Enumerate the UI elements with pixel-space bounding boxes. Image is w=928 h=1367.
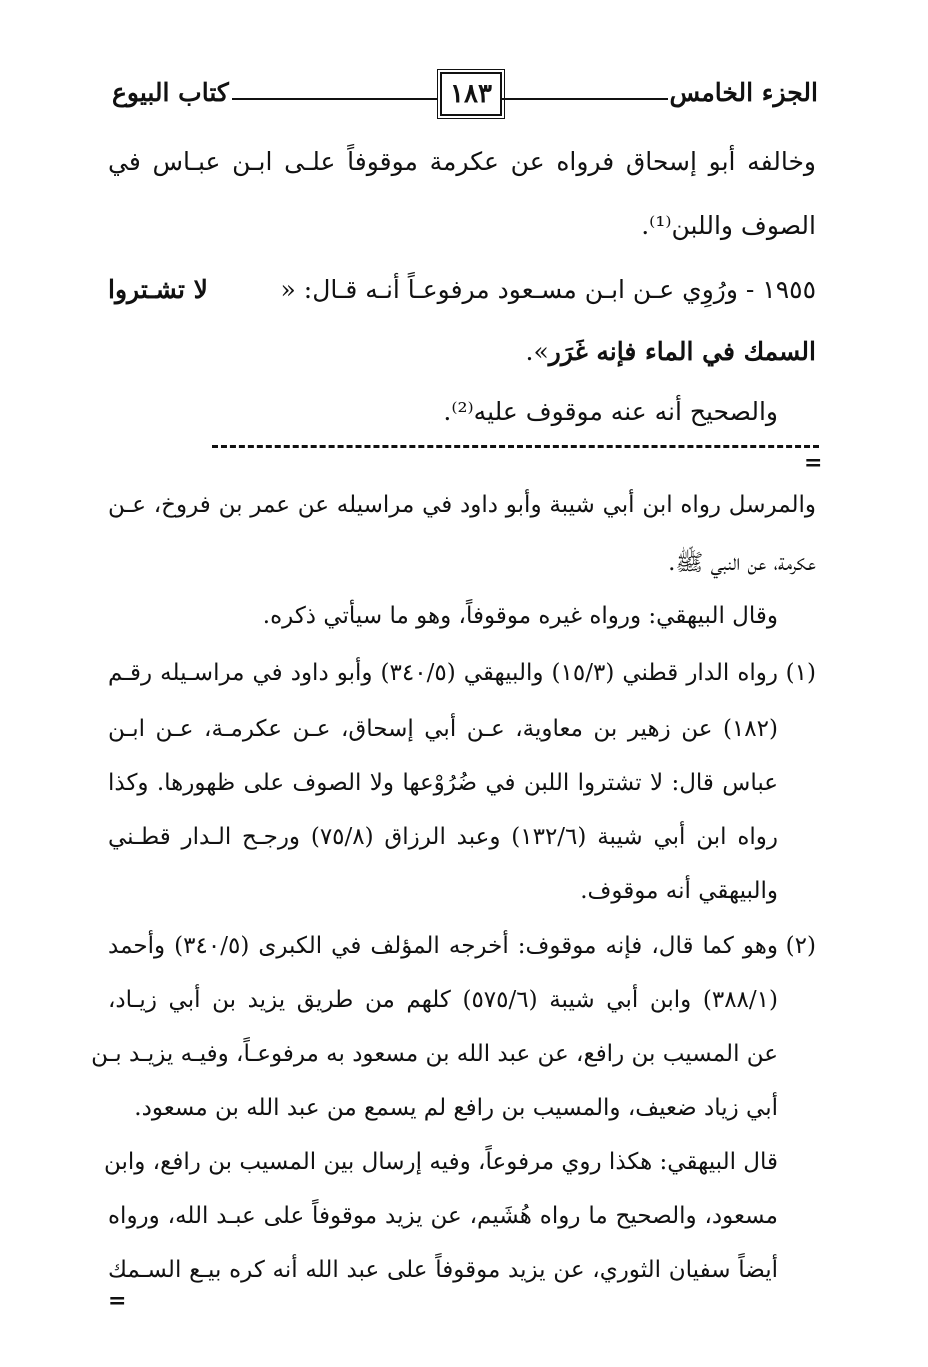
footnote-separator: [212, 445, 819, 448]
footnote-1-line-5: والبيهقي أنه موقوف.: [580, 878, 778, 904]
footnote-2-marker: (٢): [785, 933, 816, 959]
footnote-1-line-4: رواه ابن أبي شيبة (١٣٢/٦) وعبد الرزاق (٧٥/٨) ورجـح الـدار قطـني: [108, 824, 778, 850]
footnote-2-line-2: (٣٨٨/١) وابن أبي شيبة (٥٧٥/٦) كلهم من طريق يزيد بن أبي زيـاد،: [108, 987, 778, 1013]
running-header-book-title: كتاب البيوع: [112, 78, 229, 107]
footnote-1-line-2: (١٨٢) عن زهير بن معاوية، عـن أبي إسحاق، عـن عكرمـة، عـن ابـن: [108, 716, 778, 742]
footnote-2-line-7: أيضاً سفيان الثوري، عن يزيد موقوفاً على عبد الله أنه كره بيـع السـمك: [108, 1257, 778, 1283]
footnote-2-line-5: قال البيهقي: هكذا روي مرفوعاً، وفيه إرسال بين المسيب بن رافع، وابن: [103, 1149, 778, 1175]
continuation-mark-bottom: =: [108, 1288, 127, 1314]
main-line-2: الصوف واللبن⁽¹⁾.: [641, 211, 816, 240]
footnote-1-marker: (١): [785, 660, 816, 686]
continuation-mark-top: =: [804, 450, 823, 476]
footnote-2-line-3: عن المسيب بن رافع، عن عبد الله بن مسعود به مرفوعـاً، وفيـه يزيـد بـن: [91, 1041, 778, 1067]
main-line-5: والصحيح أنه عنه موقوف عليه⁽²⁾.: [443, 397, 778, 426]
footnote-2-line-1: وهو كما قال، فإنه موقوف: أخرجه المؤلف في الكبرى (٣٤٠/٥) وأحمد: [108, 933, 778, 959]
hadith-text-start: لا تشـتروا: [108, 275, 208, 304]
hadith-text-end: السمك في الماء فإنه غَرَر: [548, 337, 816, 366]
footnote-1-line-1: رواه الدار قطني (١٥/٣) والبيهقي (٣٤٠/٥) وأبو داود في مراسـيله رقـم: [108, 660, 778, 686]
hadith-1955-line-1: [108, 275, 816, 304]
header-rule-right: [500, 98, 668, 100]
hadith-close-quote: ».: [525, 337, 549, 366]
page-number: ١٨٣: [450, 79, 492, 109]
footnote-continuation-line-3: وقال البيهقي: ورواه غيره موقوفاً، وهو ما سيأتي ذكره.: [262, 603, 778, 629]
footnote-continuation-line-2: عكرمة، عن النبي ﷺ.: [668, 550, 816, 576]
footnote-continuation-line-1: والمرسل رواه ابن أبي شيبة وأبو داود في مراسيله عن عمر بن فروخ، عـن: [108, 492, 816, 518]
running-header-volume: الجزء الخامس: [669, 78, 818, 107]
main-line-1: وخالفه أبو إسحاق فرواه عن عكرمة موقوفاً علـى ابـن عبـاس في: [108, 147, 816, 176]
header-rule-left: [232, 98, 438, 100]
hadith-intro: ١٩٥٥ - ورُوِي عـن ابـن مسـعود مرفوعـاً أنـه قـال: «: [280, 275, 816, 304]
footnote-2-line-6: مسعود، والصحيح ما رواه هُشَيم، عن يزيد موقوفاً على عبـد الله، ورواه: [108, 1203, 778, 1229]
page-number-box: [440, 72, 502, 116]
footnote-2-line-4: أبي زياد ضعيف، والمسيب بن رافع لم يسمع من عبد الله بن مسعود.: [134, 1095, 778, 1121]
footnote-1-line-3: عباس قال: لا تشتروا اللبن في ضُرُوْعها ولا الصوف على ظهورها. وكذا: [108, 770, 778, 796]
hadith-1955-line-2: [526, 337, 817, 366]
